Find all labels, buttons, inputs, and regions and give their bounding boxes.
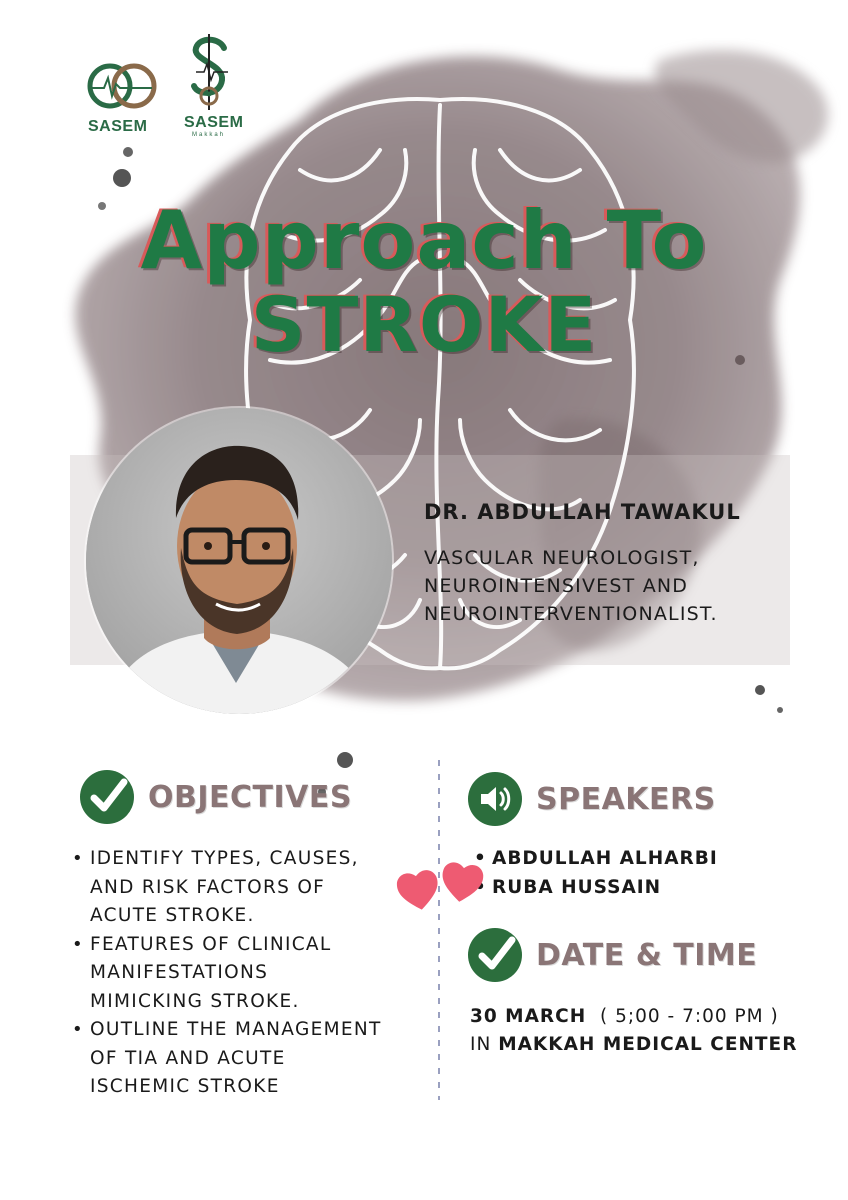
sasem-makkah-logo-subtext: Makkah xyxy=(192,132,226,138)
objectives-checkmark-icon xyxy=(80,770,134,824)
event-time: ( 5;00 - 7:00 PM ) xyxy=(599,1006,779,1027)
sasem-logo xyxy=(82,58,164,138)
sasem-ecg-rings-logo-icon xyxy=(82,58,164,118)
doctor-role xyxy=(424,544,824,628)
dashed-divider xyxy=(434,760,444,1100)
title-line-2: STROKE xyxy=(250,280,598,369)
event-date: 30 MARCH xyxy=(470,1006,587,1027)
doctor-role-line: VASCULAR NEUROLOGIST, xyxy=(424,547,700,569)
objective-item: • IDENTIFY TYPES, CAUSES, AND RISK FACTORS OF ACUTE STROKE. xyxy=(68,845,428,931)
doctor-portrait-illustration xyxy=(86,408,392,714)
hearts-icon xyxy=(396,858,488,914)
speaker-volume-icon xyxy=(468,772,522,826)
doctor-name: DR. ABDULLAH TAWAKUL xyxy=(424,500,741,524)
speaker-name: • ABDULLAH ALHARBI xyxy=(470,844,718,873)
sasem-logo-text: SASEM xyxy=(88,118,148,135)
datetime-heading: DATE & TIME xyxy=(536,938,758,973)
objectives-list xyxy=(68,845,428,1102)
speaker-name: • RUBA HUSSAIN xyxy=(470,873,718,902)
objectives-heading: OBJECTIVES xyxy=(148,780,352,815)
doctor-photo xyxy=(86,408,392,714)
event-location: MAKKAH MEDICAL CENTER xyxy=(498,1034,798,1055)
doctor-role-line: NEUROINTERVENTIONALIST. xyxy=(424,603,718,625)
objective-item: • FEATURES OF CLINICAL MANIFESTATIONS MIMICKING STROKE. xyxy=(68,931,428,1017)
datetime-checkmark-icon xyxy=(468,928,522,982)
speakers-heading: SPEAKERS xyxy=(536,782,716,817)
location-prefix: IN xyxy=(470,1034,492,1055)
objective-item: • OUTLINE THE MANAGEMENT OF TIA AND ACUTE ISCHEMIC STROKE xyxy=(68,1016,428,1102)
sasem-makkah-caduceus-logo-icon xyxy=(176,30,244,114)
doctor-role-line: NEUROINTENSIVEST AND xyxy=(424,575,689,597)
sasem-makkah-logo xyxy=(176,30,244,140)
date-time-line xyxy=(470,1006,779,1027)
title-line-1: Approach To xyxy=(140,194,708,287)
sasem-makkah-logo-text: SASEM xyxy=(184,114,244,131)
speakers-list xyxy=(470,844,718,902)
location-line xyxy=(470,1034,797,1055)
